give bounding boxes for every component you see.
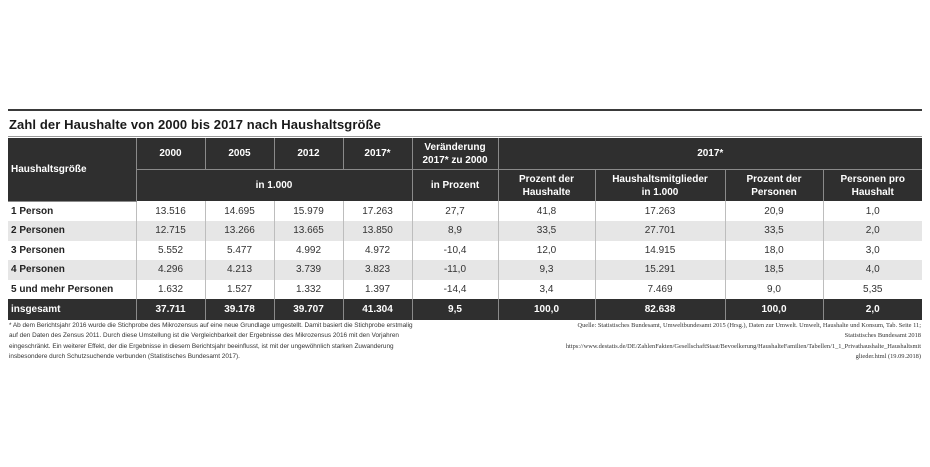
header-row-label: Haushaltsgröße: [8, 138, 136, 201]
table-row: [8, 280, 922, 300]
cell-persons-per: 2,0: [823, 221, 922, 241]
cell-persons-per: 4,0: [823, 260, 922, 280]
cell-2017: 4.972: [343, 241, 412, 261]
header-members-l2: in 1.000: [641, 186, 679, 198]
source-line-3: https://www.destatis.de/DE/ZahlenFakten/GesellschaftStaat/Bevoelkerung/HaushalteFamilien/Tabellen/1_1_Privathaushalte_Haushaltsmit: [565, 342, 921, 350]
cell-pct-households: 33,5: [498, 221, 595, 241]
source-line-2: Statistisches Bundesamt 2018: [844, 332, 921, 340]
title-rule: [8, 136, 922, 137]
total-2017: 41.304: [343, 299, 412, 320]
header-pct-households-l1: Prozent der: [518, 173, 574, 185]
header-members: [595, 170, 725, 202]
cell-members: 15.291: [595, 260, 725, 280]
cell-pct-households: 9,3: [498, 260, 595, 280]
header-year-2017: 2017*: [343, 138, 412, 170]
table-row: [8, 201, 922, 221]
cell-members: 14.915: [595, 241, 725, 261]
header-persons-per-l1: Personen pro: [840, 173, 905, 185]
cell-2005: 13.266: [205, 221, 274, 241]
cell-pct-persons: 9,0: [725, 280, 823, 300]
cell-persons-per: 1,0: [823, 201, 922, 221]
cell-2000: 12.715: [136, 221, 205, 241]
total-change: 9,5: [412, 299, 498, 320]
header-change-line1: Veränderung: [424, 141, 486, 153]
cell-members: 17.263: [595, 201, 725, 221]
header-year-2000: 2000: [136, 138, 205, 170]
cell-2017: 13.850: [343, 221, 412, 241]
table-row: [8, 260, 922, 280]
top-rule: [8, 109, 922, 111]
row-label: 1 Person: [8, 201, 136, 221]
table-title: Zahl der Haushalte von 2000 bis 2017 nach Haushaltsgröße: [9, 117, 381, 132]
cell-pct-persons: 33,5: [725, 221, 823, 241]
cell-pct-households: 12,0: [498, 241, 595, 261]
header-year-2012: 2012: [274, 138, 343, 170]
cell-pct-households: 41,8: [498, 201, 595, 221]
row-label: 4 Personen: [8, 260, 136, 280]
header-year-2005: 2005: [205, 138, 274, 170]
source-line-1: Quelle: Statistisches Bundesamt, Umweltbundesamt 2015 (Hrsg.), Daten zur Umwelt. Umwelt, Haushalte und Konsum, Tab. Seite 11;: [577, 322, 921, 329]
cell-2012: 13.665: [274, 221, 343, 241]
total-persons-per: 2,0: [823, 299, 922, 320]
header-pct-persons-l2: Personen: [751, 186, 797, 198]
header-change: [412, 138, 498, 170]
cell-2005: 5.477: [205, 241, 274, 261]
cell-2005: 1.527: [205, 280, 274, 300]
cell-change: -10,4: [412, 241, 498, 261]
cell-pct-persons: 18,0: [725, 241, 823, 261]
cell-change: 8,9: [412, 221, 498, 241]
header-persons-per-l2: Haushalt: [851, 186, 894, 198]
cell-2017: 17.263: [343, 201, 412, 221]
cell-members: 7.469: [595, 280, 725, 300]
cell-2012: 4.992: [274, 241, 343, 261]
cell-change: -11,0: [412, 260, 498, 280]
cell-2012: 15.979: [274, 201, 343, 221]
header-row-1: [8, 138, 922, 170]
header-row-2: [8, 170, 922, 202]
cell-2000: 1.632: [136, 280, 205, 300]
total-pct-persons: 100,0: [725, 299, 823, 320]
header-persons-per: [823, 170, 922, 202]
cell-2005: 4.213: [205, 260, 274, 280]
row-label: 3 Personen: [8, 241, 136, 261]
cell-2005: 14.695: [205, 201, 274, 221]
cell-2000: 4.296: [136, 260, 205, 280]
cell-change: -14,4: [412, 280, 498, 300]
header-change-line2: 2017* zu 2000: [422, 154, 488, 166]
total-label: insgesamt: [8, 299, 136, 320]
total-2012: 39.707: [274, 299, 343, 320]
row-label: 2 Personen: [8, 221, 136, 241]
footnote: * Ab dem Berichtsjahr 2016 wurde die Stichprobe des Mikrozensus auf eine neue Grundlage umgestellt. Damit basiert die Stichprobe erstmalig auf den Daten des Zensus 2011. Durch diese Umstellung ist die Vergleichbarkeit der Ergebnisse des Mikrozensus 2016 mit den Vorjahren eingeschränkt. Ein weiterer Effekt, der die Ergebnisse in diesem Berichtsjahr beeinflusst, ist mit der ungewöhnlich starken Zuwanderung insbesondere durch Schutzsuchende verbunden (Statistisches Bundesamt 2017).: [9, 322, 413, 361]
header-pct-households-l2: Haushalte: [522, 186, 571, 198]
header-pct-persons-l1: Prozent der: [746, 173, 802, 185]
cell-2012: 1.332: [274, 280, 343, 300]
cell-2000: 13.516: [136, 201, 205, 221]
cell-2012: 3.739: [274, 260, 343, 280]
cell-change: 27,7: [412, 201, 498, 221]
header-group-2017: 2017*: [498, 138, 922, 170]
total-members: 82.638: [595, 299, 725, 320]
header-unit-percent: in Prozent: [412, 170, 498, 202]
cell-pct-persons: 18,5: [725, 260, 823, 280]
cell-pct-persons: 20,9: [725, 201, 823, 221]
cell-persons-per: 5,35: [823, 280, 922, 300]
header-members-l1: Haushaltsmitglieder: [612, 173, 708, 185]
row-label: 5 und mehr Personen: [8, 280, 136, 300]
header-pct-households: [498, 170, 595, 202]
cell-2017: 3.823: [343, 260, 412, 280]
cell-members: 27.701: [595, 221, 725, 241]
cell-pct-households: 3,4: [498, 280, 595, 300]
cell-2017: 1.397: [343, 280, 412, 300]
cell-persons-per: 3,0: [823, 241, 922, 261]
total-2000: 37.711: [136, 299, 205, 320]
total-row: [8, 299, 922, 320]
table-row: [8, 241, 922, 261]
table-row: [8, 221, 922, 241]
header-pct-persons: [725, 170, 823, 202]
total-pct-households: 100,0: [498, 299, 595, 320]
households-table: [8, 138, 922, 320]
total-2005: 39.178: [205, 299, 274, 320]
source-line-4: glieder.html (19.09.2018): [855, 353, 921, 361]
header-unit-thousand: in 1.000: [136, 170, 412, 202]
cell-2000: 5.552: [136, 241, 205, 261]
source-note: [481, 321, 921, 363]
